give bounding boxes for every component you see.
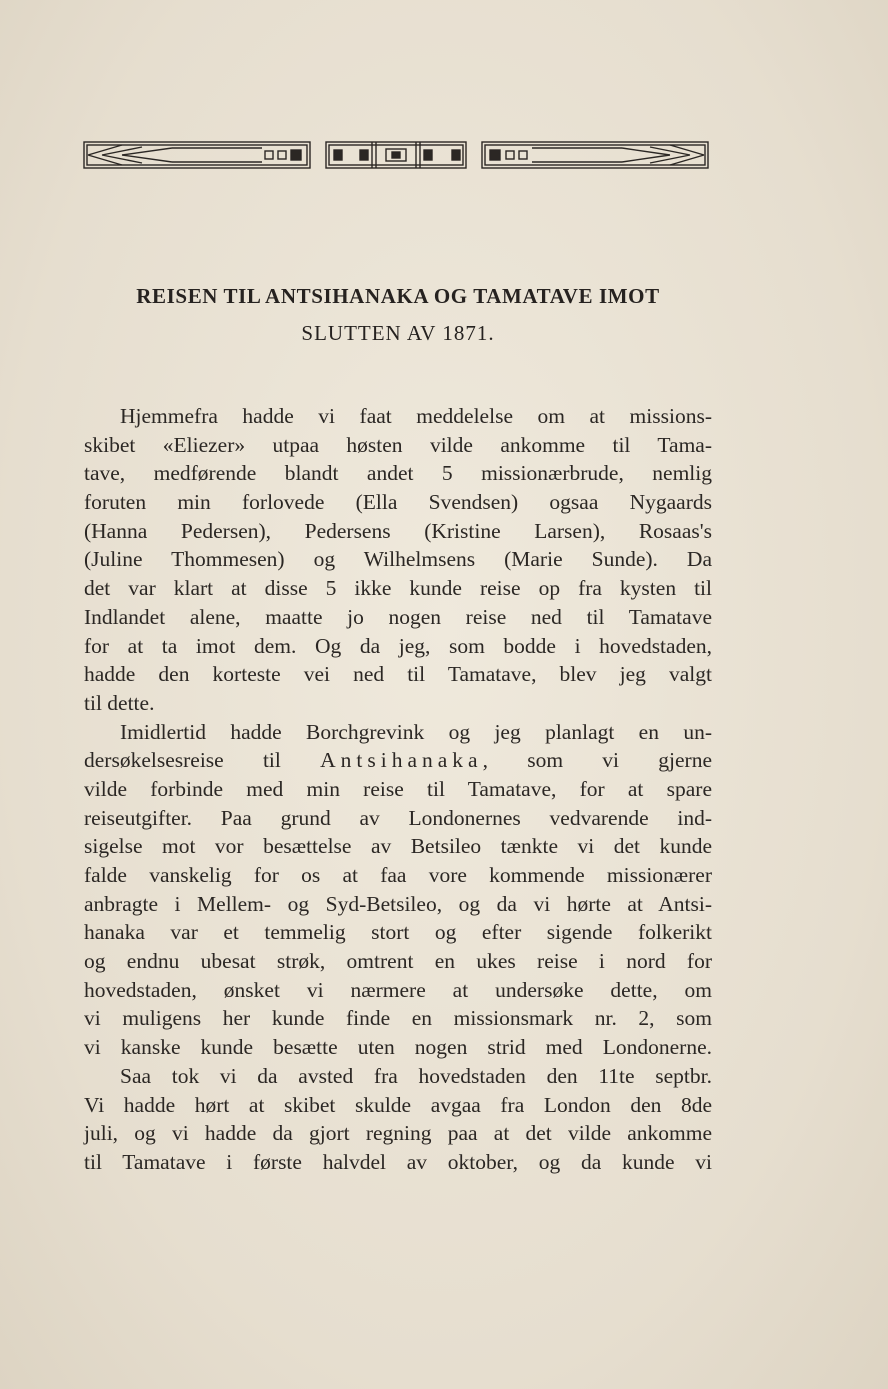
text-line: Vi hadde hørt at skibet skulde avgaa fra London den 8de: [84, 1092, 712, 1117]
text-line: falde vanskelig for os at faa vore kommende missionærer: [84, 863, 712, 887]
text-line: Hjemmefra hadde vi faat meddelelse om at missions-: [120, 404, 712, 428]
body-text: [84, 402, 712, 1177]
text-line: (Hanna Pedersen), Pedersens (Kristine Larsen), Rosaas's: [84, 518, 712, 543]
text-line: Indlandet alene, maatte jo nogen reise ned til Tamatave: [84, 604, 712, 629]
text-line: vi kanske kunde besætte uten nogen strid med Londonerne.: [84, 1035, 712, 1060]
text-line: hadde den korteste vei ned til Tamatave, blev jeg valgt: [84, 662, 712, 687]
text-line: og endnu ubesat strøk, omtrent en ukes reise i nord for: [84, 949, 712, 974]
chapter-title-continued: SLUTTEN AV 1871.: [301, 321, 495, 345]
text-line: juli, og vi hadde da gjort regning paa at det vilde ankomme: [84, 1121, 712, 1146]
text-line: skibet «Eliezer» utpaa høsten vilde ankomme til Tama-: [84, 432, 712, 457]
text-line: for at ta imot dem. Og da jeg, som bodde i hovedstaden,: [84, 633, 712, 658]
text-line: reiseutgifter. Paa grund av Londonernes vedvarende ind-: [84, 805, 712, 830]
text-line: tave, medførende blandt andet 5 missionærbrude, nemlig: [84, 461, 712, 486]
text-line: (Juline Thommesen) og Wilhelmsens (Marie Sunde). Da: [84, 547, 712, 572]
text-line: til Tamatave i første halvdel av oktober, og da kunde vi: [84, 1149, 712, 1174]
text-line: til dette.: [84, 690, 155, 715]
text-line: hovedstaden, ønsket vi nærmere at undersøke dette, om: [84, 977, 712, 1002]
spaced-place-name: Antsihanaka: [320, 748, 483, 773]
chapter-title: REISEN TIL ANTSIHANAKA OG TAMATAVE IMOT: [136, 284, 660, 308]
text-line: det var klart at disse 5 ikke kunde reise op fra kysten til: [84, 576, 712, 601]
text-line: anbragte i Mellem- og Syd-Betsileo, og da vi hørte at Antsi-: [84, 891, 712, 916]
text-line: Imidlertid hadde Borchgrevink og jeg planlagt en un-: [120, 719, 712, 744]
text-line: vilde forbinde med min reise til Tamatave, for at spare: [84, 776, 712, 801]
text-line: hanaka var et temmelig stort og efter sigende folkerikt: [84, 920, 712, 945]
ornamental-header-band: [82, 138, 710, 174]
text-line: vi muligens her kunde finde en missionsmark nr. 2, som: [84, 1006, 712, 1031]
text-line: foruten min forlovede (Ella Svendsen) ogsaa Nygaards: [84, 490, 712, 515]
text-line: dersøkelsesreise til Antsihanaka, som vi gjerne: [84, 748, 712, 773]
text-line: Saa tok vi da avsted fra hovedstaden den 11te septbr.: [120, 1063, 712, 1088]
text-line: sigelse mot vor besættelse av Betsileo tænkte vi det kunde: [84, 834, 712, 859]
